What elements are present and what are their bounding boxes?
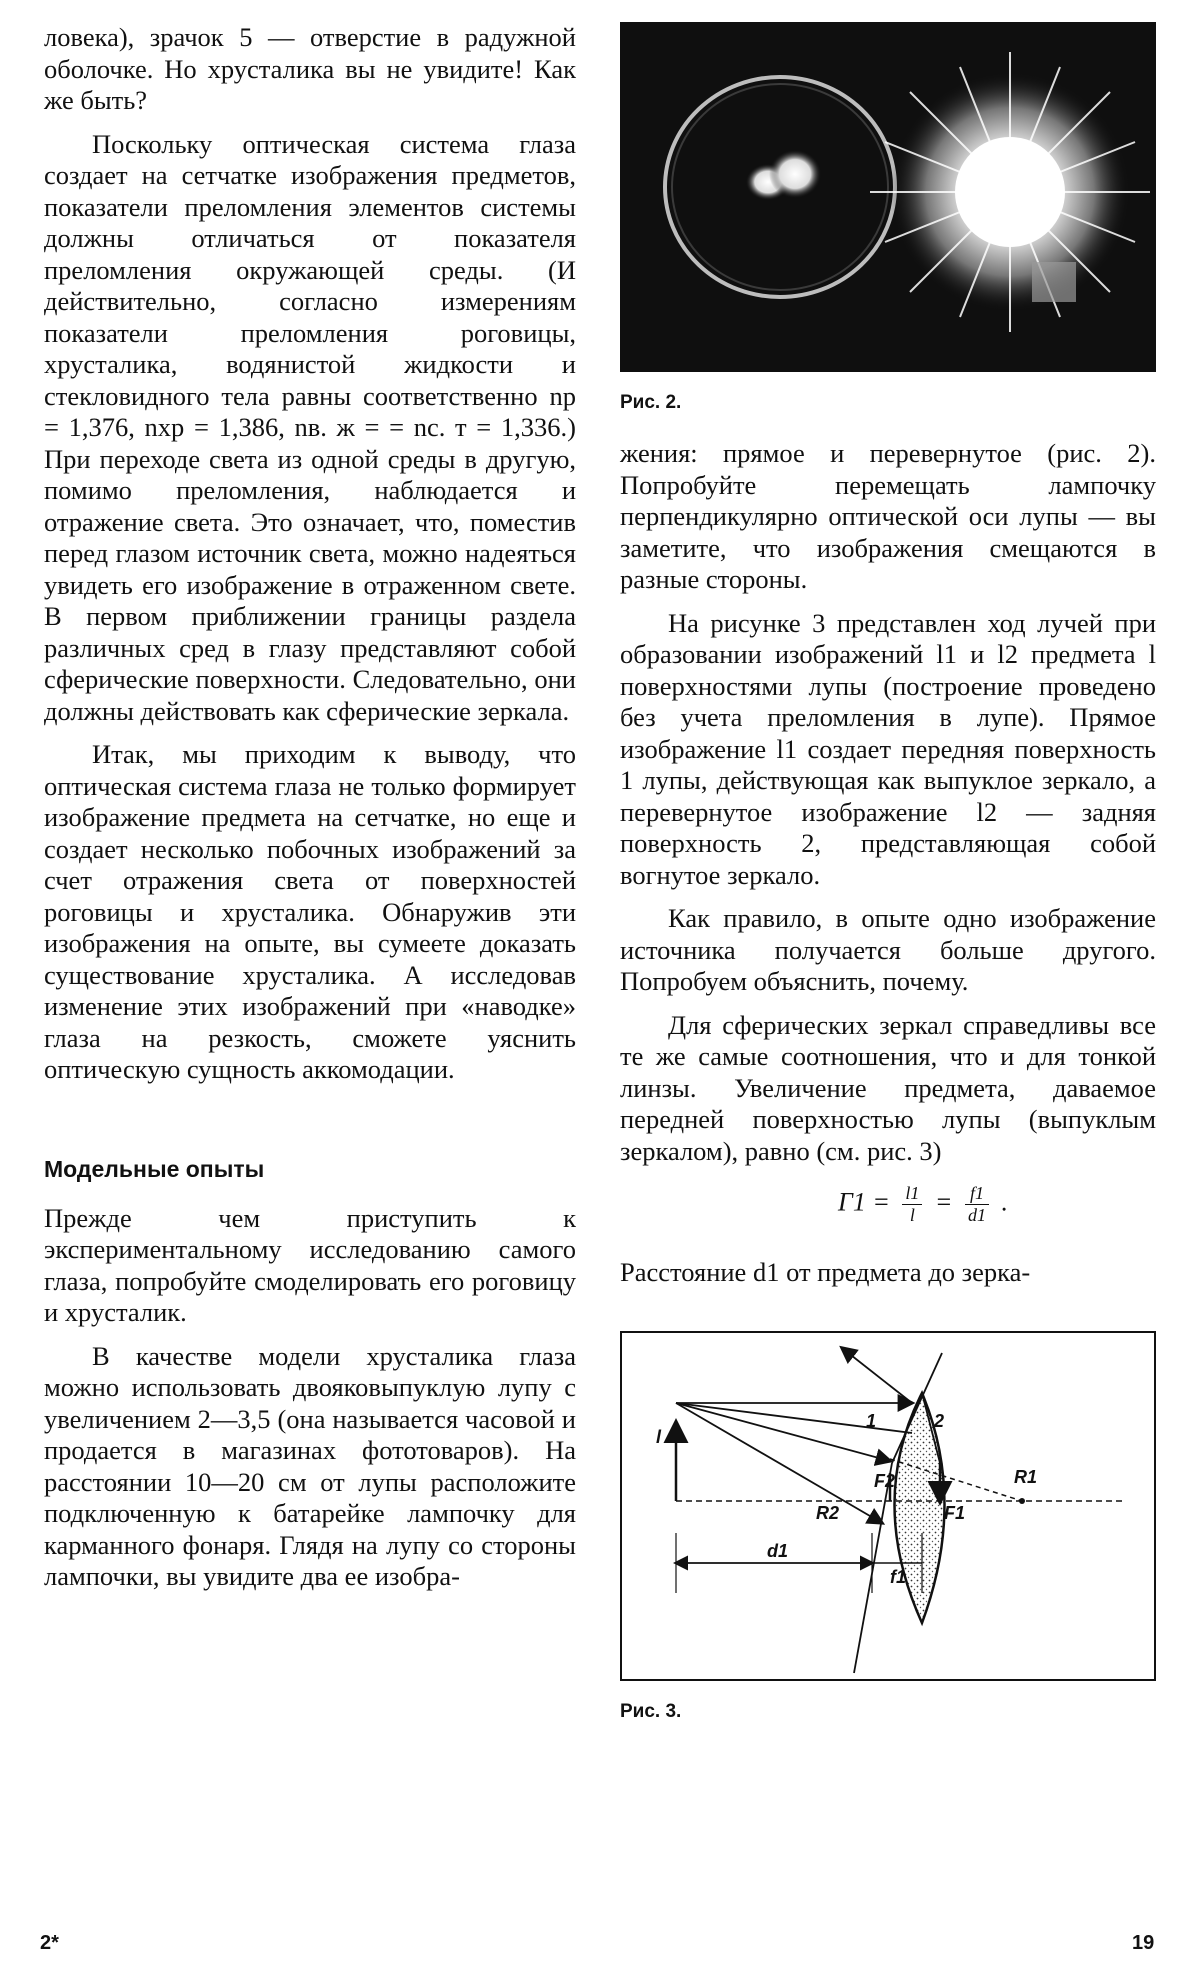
label-R2: R2 xyxy=(816,1502,840,1523)
ray-diagram xyxy=(622,1333,1154,1679)
figure-3-diagram xyxy=(620,1331,1156,1681)
label-F1: F1 xyxy=(944,1502,966,1523)
label-surface-1: 1 xyxy=(866,1410,877,1431)
right-column xyxy=(620,22,1156,1747)
right-para-4: Для сферических зеркал справедливы все те же самые соотношения, что и для тонкой линзы. Увеличение предмета, даваемое передней поверхностью лупы (выпуклым зеркалом), равно (см. рис. 3) xyxy=(620,1009,1156,1166)
label-f1: f1 xyxy=(890,1566,907,1587)
formula-frac-2-num: f1 xyxy=(965,1183,989,1205)
figure-3-caption: Рис. 3. xyxy=(620,1700,682,1722)
right-para-2: На рисунке 3 представлен ход лучей при образовании изображений l1 и l2 предмета l поверхностями лупы (построение проведено без учета преломления в лупе). Прямое изображение l1 создает передняя поверхность 1 лупы, действующая как выпуклое зеркало, а перевернутое изображение l2 — задняя поверхность 2, представляющая собой вогнутое зеркало. xyxy=(620,607,1156,890)
right-para-5: Расстояние d1 от предмета до зерка- xyxy=(620,1257,1031,1287)
right-para-3: Как правило, в опыте одно изображение источника получается больше другого. Попробуем объяснить, почему. xyxy=(620,903,1156,996)
formula-frac-2-den: d1 xyxy=(967,1205,986,1225)
label-F2: F2 xyxy=(874,1470,896,1491)
figure-2-caption: Рис. 2. xyxy=(620,392,682,413)
formula-frac-1-den: l xyxy=(909,1205,915,1225)
label-object-l: l xyxy=(656,1426,662,1447)
lamp-reflection-image xyxy=(620,22,1156,372)
label-surface-2: 2 xyxy=(934,1410,945,1431)
left-column xyxy=(44,22,576,1593)
magnification-formula xyxy=(690,1183,1156,1239)
large-image xyxy=(769,150,821,198)
label-R1: R1 xyxy=(1014,1466,1038,1487)
left-para-3: Итак, мы приходим к выводу, что оптическая система глаза не только формирует изображение предмета на сетчатке, но еще и создает несколько побочных изображений за счет отражения света от поверхностей роговицы и хрусталика. Обнаружив эти изображения на опыте, вы сумеете доказать существование хрусталика. А исследовав изменение этих изображений при «наводке» глаза на резкость, сможете уяснить оптическую сущность аккомодации. xyxy=(44,739,576,1084)
section-heading: Модельные опыты xyxy=(44,1155,265,1182)
formula-lhs: Γ1 = xyxy=(838,1187,890,1217)
formula-frac-2 xyxy=(965,1183,989,1226)
right-para-1: жения: прямое и перевернутое (рис. 2). Попробуйте перемещать лампочку перпендикулярно оптической оси лупы — вы заметите, что изображения смещаются в разные стороны. xyxy=(620,438,1156,594)
label-d1: d1 xyxy=(767,1540,789,1561)
left-para-5: В качестве модели хрусталика глаза можно использовать двояковыпуклую лупу с увеличением 2—3,5 (она называется часовой и продается в магазинах фототоваров). На расстоянии 10—20 см от лупы расположите подключенную к батарейке лампочку для карманного фонаря. Глядя на лупу со стороны лампочки, вы увидите два ее изобра- xyxy=(44,1340,576,1591)
lamp-photo xyxy=(620,22,1156,372)
left-para-2: Поскольку оптическая система глаза создает на сетчатке изображения предметов, показатели преломления элементов системы должны отличаться от показателя преломления окружающей среды. (И действительно, согласно измерениям показатели преломления роговицы, хрусталика, водянистой жидкости и стекловидного тела равны соответственно nр = 1,376, nхр = 1,386, nв. ж = = nс. т = 1,336.) При переходе света из одной среды в другую, помимо преломления, наблюдается и отражение света. Это означает, что, поместив перед глазом источник света, можно надеяться увидеть его изображение в отраженном свете. В первом приближении границы раздела различных сред в глазу представляют собой сферические поверхности. Следовательно, они должны действовать как сферические зеркала. xyxy=(44,128,576,726)
bulb-glare xyxy=(870,52,1150,332)
page-number-left: 2* xyxy=(40,1932,59,1954)
formula-frac-1 xyxy=(902,1183,922,1226)
left-para-4: Прежде чем приступить к экспериментальному исследованию самого глаза, попробуйте смоделировать его роговицу и хрусталик. xyxy=(44,1202,576,1327)
formula-eq: = xyxy=(934,1187,953,1217)
page-number-right: 19 xyxy=(1132,1932,1155,1954)
formula-end: . xyxy=(1001,1187,1008,1217)
left-para-1: ловека), зрачок 5 — отверстие в радужной оболочке. Но хрусталика вы не увидите! Как же быть? xyxy=(44,22,576,115)
formula-frac-1-num: l1 xyxy=(902,1183,922,1205)
figure-2 xyxy=(620,22,1156,414)
